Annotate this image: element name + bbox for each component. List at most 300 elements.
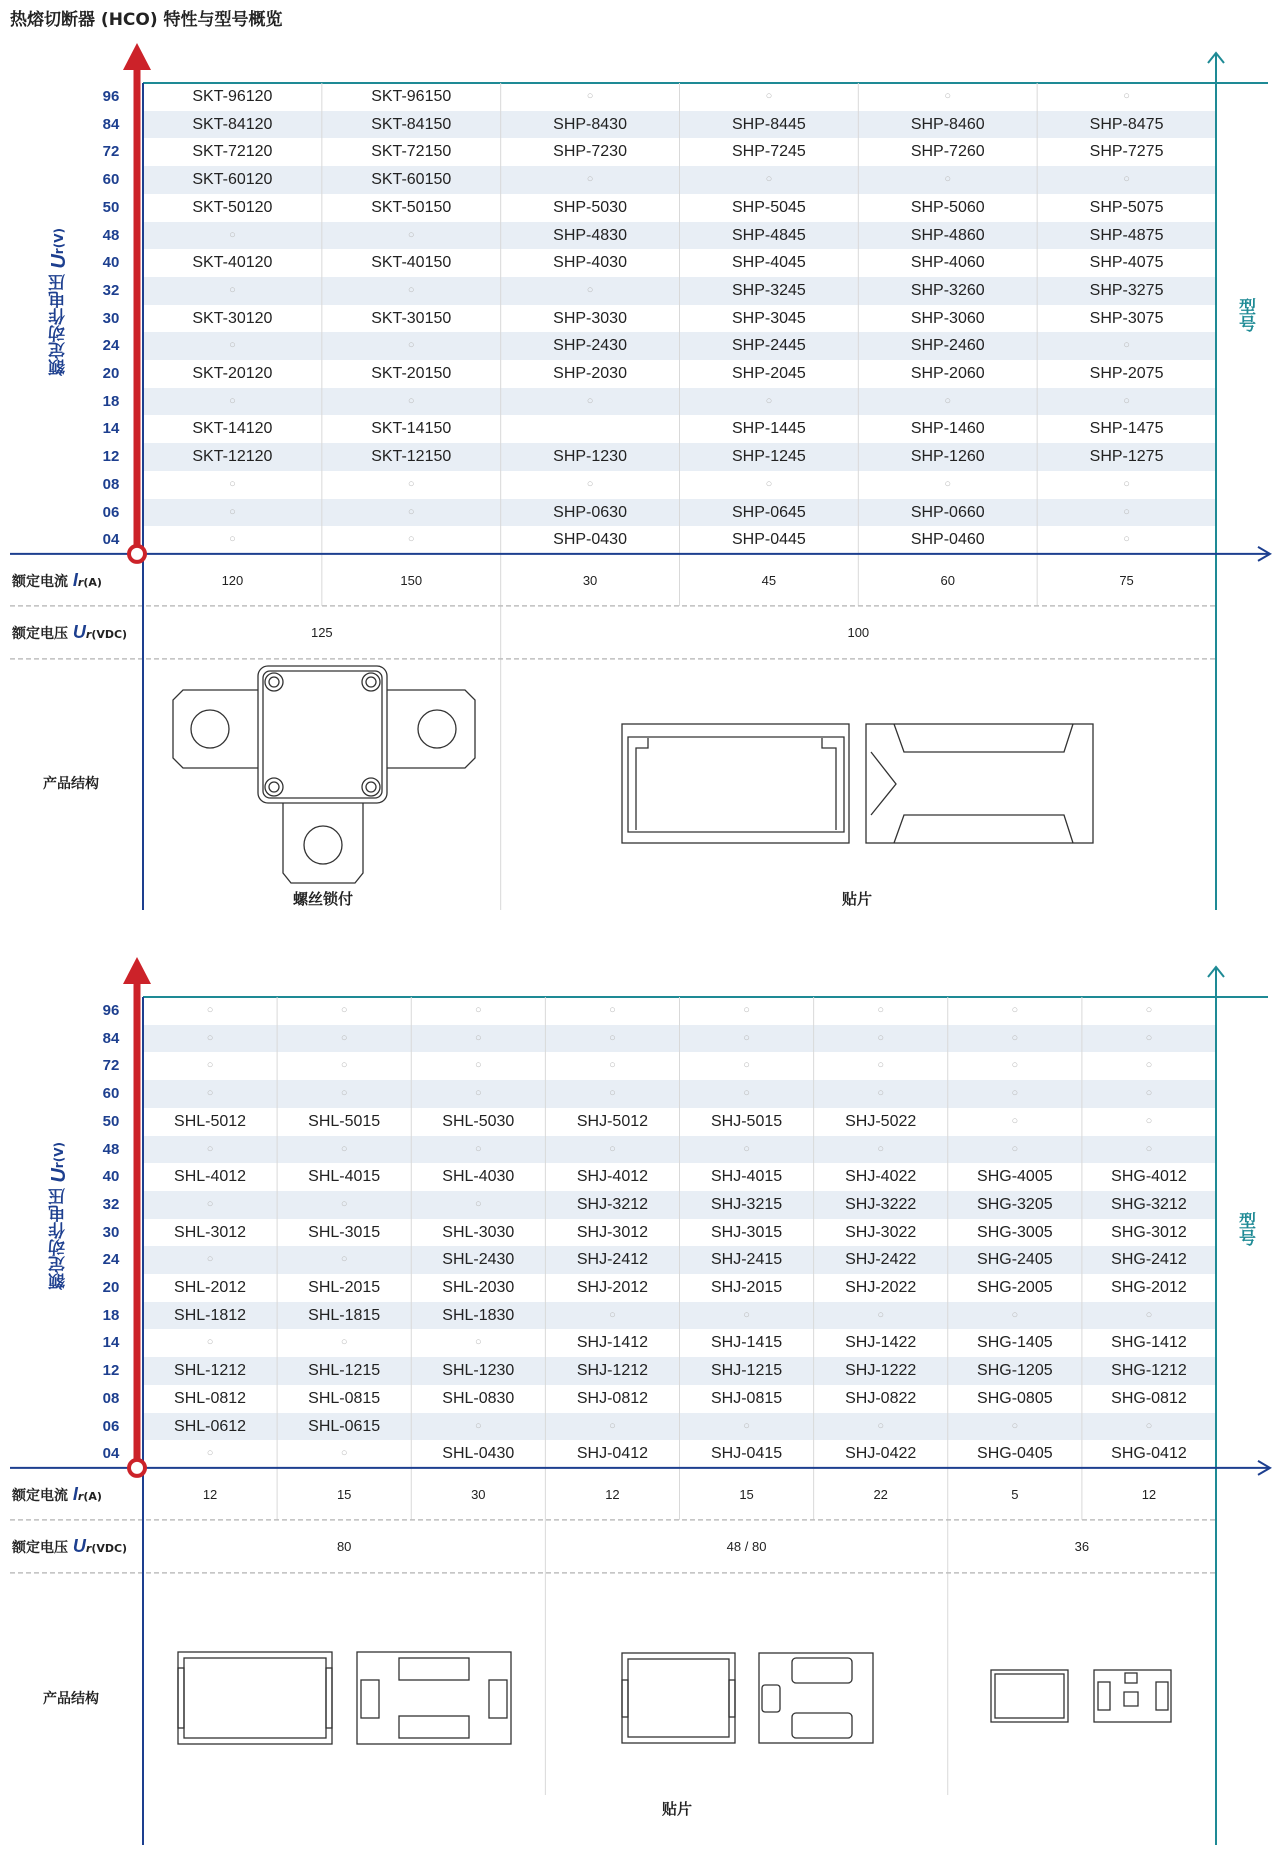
y-axis-tick-label: 20 [102, 1279, 120, 1296]
model-cell: SHP-7245 [732, 143, 806, 161]
model-cell: SHL-0812 [174, 1389, 247, 1407]
empty-cell-marker: ○ [1011, 1308, 1019, 1321]
model-cell: SHJ-0412 [576, 1445, 649, 1463]
empty-cell-marker: ○ [206, 1087, 214, 1100]
empty-cell-marker: ○ [474, 1336, 482, 1349]
rated-voltage-value: 100 [847, 624, 870, 640]
rated-voltage-value: 48 / 80 [726, 1538, 767, 1554]
empty-cell-marker: ○ [206, 1336, 214, 1349]
empty-cell-marker: ○ [743, 1308, 750, 1321]
model-cell: SHP-8460 [910, 115, 985, 133]
empty-cell-marker: ○ [206, 1447, 214, 1460]
empty-cell-marker: ○ [1145, 1059, 1153, 1072]
model-cell: SHG-1405 [977, 1334, 1053, 1352]
structure-name: 螺丝锁付 [292, 890, 353, 908]
y-axis-tick-label: 72 [102, 1057, 120, 1075]
model-cell: SHP-3275 [1089, 281, 1164, 299]
model-cell: SHP-0460 [910, 531, 985, 549]
y-axis-tick-label: 84 [102, 115, 120, 133]
empty-cell-marker: ○ [1011, 1142, 1019, 1155]
empty-cell-marker: ○ [474, 1059, 482, 1072]
model-cell: SHJ-3212 [576, 1195, 649, 1213]
empty-cell-marker: ○ [474, 1004, 482, 1016]
model-cell: SHG-4005 [977, 1168, 1053, 1186]
model-cell: SHJ-2422 [845, 1251, 917, 1269]
empty-cell-marker: ○ [229, 533, 236, 546]
empty-cell-marker: ○ [340, 1253, 348, 1266]
empty-cell-marker: ○ [1145, 1142, 1153, 1155]
model-cell: SHJ-2415 [710, 1251, 783, 1269]
model-cell: SHP-3245 [732, 281, 806, 299]
rated-current-value: 12 [1141, 1486, 1157, 1502]
model-cell: SHP-4075 [1089, 254, 1164, 272]
rated-voltage-label: 额定电压 Ur(VDC) [12, 621, 128, 642]
model-cell: SHJ-1412 [576, 1334, 649, 1352]
empty-cell-marker: ○ [229, 394, 236, 407]
model-cell: SHL-1215 [308, 1362, 381, 1380]
model-cell: SHL-0612 [174, 1417, 247, 1435]
empty-cell-marker: ○ [407, 477, 415, 490]
rated-voltage-value: 36 [1074, 1538, 1090, 1554]
model-cell: SHJ-3015 [710, 1223, 783, 1241]
model-cell: SHG-1412 [1111, 1334, 1187, 1352]
empty-cell-marker: ○ [474, 1087, 482, 1100]
rated-current-value: 120 [221, 572, 244, 588]
model-cell: SHL-0830 [442, 1389, 515, 1407]
model-cell: SHP-2060 [910, 365, 985, 382]
model-cell: SHP-7230 [553, 143, 627, 161]
empty-cell-marker: ○ [609, 1004, 616, 1016]
empty-cell-marker: ○ [407, 505, 415, 518]
model-cell: SHJ-2012 [576, 1279, 649, 1296]
model-cell: SHP-3260 [910, 281, 985, 299]
model-cell: SHJ-1415 [710, 1334, 783, 1352]
model-cell: SHJ-3222 [845, 1195, 917, 1213]
model-cell: SHL-2015 [308, 1279, 381, 1296]
model-cell: SHJ-1222 [845, 1362, 917, 1380]
model-cell: SHG-0805 [977, 1389, 1053, 1407]
model-cell: SHP-4060 [910, 254, 985, 272]
model-cell: SHP-2030 [553, 365, 627, 382]
empty-cell-marker: ○ [586, 90, 594, 102]
model-cell: SHJ-3215 [710, 1195, 783, 1213]
empty-cell-marker: ○ [877, 1087, 885, 1100]
model-cell: SHP-1445 [732, 420, 806, 438]
empty-cell-marker: ○ [743, 1142, 750, 1155]
y-axis-tick-label: 96 [102, 1002, 120, 1019]
model-cell: SKT-14120 [192, 420, 273, 438]
y-axis-tick-label: 72 [102, 143, 120, 161]
model-cell: SHP-1475 [1089, 420, 1164, 438]
model-cell: SHJ-3022 [845, 1223, 917, 1241]
model-axis-title: 型号 [1235, 298, 1255, 332]
model-cell: SKT-20150 [371, 365, 452, 382]
rated-current-value: 60 [940, 572, 955, 588]
model-cell: SHP-2445 [732, 337, 806, 355]
y-axis-title: 额定动作电压 Ur(V) [48, 228, 70, 377]
model-cell: SHP-5075 [1089, 198, 1164, 216]
empty-cell-marker: ○ [407, 533, 415, 546]
rated-voltage-value: 125 [310, 624, 333, 640]
rated-current-value: 45 [761, 572, 777, 588]
rated-current-label: 额定电流 Ir(A) [12, 1483, 102, 1504]
model-cell: SHG-1212 [1111, 1362, 1187, 1380]
model-cell: SKT-72120 [192, 143, 273, 161]
y-axis-tick-label: 60 [102, 171, 120, 189]
model-cell: SHL-0430 [442, 1445, 515, 1463]
empty-cell-marker: ○ [765, 394, 773, 407]
empty-cell-marker: ○ [609, 1059, 616, 1072]
structure-name: 贴片 [661, 1800, 692, 1818]
model-cell: SHG-2005 [977, 1279, 1053, 1296]
model-cell: SHG-2405 [977, 1251, 1053, 1269]
empty-cell-marker: ○ [206, 1197, 214, 1210]
model-cell: SHG-2412 [1111, 1251, 1187, 1269]
empty-cell-marker: ○ [1011, 1004, 1019, 1016]
model-cell: SHP-7260 [910, 143, 985, 161]
empty-cell-marker: ○ [743, 1087, 750, 1100]
model-cell: SHG-0405 [977, 1445, 1053, 1463]
y-axis-tick-label: 06 [102, 1417, 120, 1435]
empty-cell-marker: ○ [340, 1142, 348, 1155]
model-cell: SHL-5015 [308, 1112, 381, 1130]
rated-current-value: 22 [873, 1486, 888, 1502]
empty-cell-marker: ○ [877, 1031, 885, 1044]
product-structure-label: 产品结构 [43, 1691, 99, 1707]
page-title: 热熔切断器 (HCO) 特性与型号概览 [10, 10, 283, 30]
empty-cell-marker: ○ [340, 1031, 348, 1044]
empty-cell-marker: ○ [765, 173, 773, 186]
model-cell: SHL-2030 [442, 1279, 515, 1296]
empty-cell-marker: ○ [944, 173, 952, 186]
y-axis-tick-label: 08 [102, 1389, 120, 1407]
empty-cell-marker: ○ [229, 477, 236, 490]
model-cell: SKT-50150 [371, 198, 452, 216]
empty-cell-marker: ○ [609, 1087, 616, 1100]
empty-cell-marker: ○ [765, 477, 773, 490]
model-cell: SHJ-4022 [845, 1168, 917, 1186]
model-cell: SHL-5012 [174, 1112, 247, 1130]
y-axis-tick-label: 08 [102, 475, 120, 493]
empty-cell-marker: ○ [586, 173, 594, 186]
model-cell: SHP-4045 [732, 254, 806, 272]
model-cell: SHJ-0422 [845, 1445, 917, 1463]
model-cell: SHG-3012 [1111, 1223, 1187, 1241]
model-cell: SKT-50120 [192, 198, 273, 216]
model-cell: SHL-2430 [442, 1251, 515, 1269]
model-cell: SHL-0615 [308, 1417, 381, 1435]
y-axis-tick-label: 04 [102, 531, 120, 549]
model-cell: SHP-3045 [732, 309, 806, 327]
empty-cell-marker: ○ [877, 1004, 885, 1016]
empty-cell-marker: ○ [743, 1031, 750, 1044]
model-cell: SHL-1815 [308, 1306, 381, 1324]
model-cell: SKT-60150 [371, 171, 452, 189]
model-cell: SHP-5060 [910, 198, 985, 216]
rated-voltage-label: 额定电压 Ur(VDC) [12, 1535, 128, 1556]
rated-current-value: 75 [1119, 572, 1134, 588]
empty-cell-marker: ○ [743, 1004, 750, 1016]
model-cell: SHP-8475 [1089, 115, 1164, 133]
model-cell: SKT-96120 [192, 88, 273, 105]
empty-cell-marker: ○ [609, 1308, 616, 1321]
y-axis-tick-label: 18 [102, 392, 120, 410]
empty-cell-marker: ○ [765, 90, 773, 102]
empty-cell-marker: ○ [206, 1031, 214, 1044]
empty-cell-marker: ○ [1145, 1031, 1153, 1044]
model-cell: SHG-2012 [1111, 1279, 1187, 1296]
model-cell: SHP-4030 [553, 254, 627, 272]
model-cell: SKT-84150 [371, 115, 452, 133]
empty-cell-marker: ○ [340, 1197, 348, 1210]
y-axis-tick-label: 04 [102, 1445, 120, 1463]
model-cell: SHP-8430 [553, 115, 627, 133]
model-cell: SKT-40120 [192, 254, 273, 272]
empty-cell-marker: ○ [1145, 1419, 1153, 1432]
empty-cell-marker: ○ [1123, 533, 1130, 546]
y-axis-title: 额定动作电压 Ur(V) [48, 1142, 70, 1291]
model-cell: SHP-2075 [1089, 365, 1164, 382]
model-cell: SKT-40150 [371, 254, 452, 272]
model-cell: SHP-3060 [910, 309, 985, 327]
model-cell: SHJ-2022 [845, 1279, 917, 1296]
model-cell: SHL-1812 [174, 1306, 247, 1324]
empty-cell-marker: ○ [1011, 1114, 1019, 1127]
empty-cell-marker: ○ [1123, 505, 1130, 518]
model-cell: SHG-3005 [977, 1223, 1053, 1241]
model-cell: SKT-30120 [192, 309, 273, 327]
model-cell: SHP-0630 [553, 503, 627, 521]
model-cell: SHL-5030 [442, 1112, 515, 1130]
model-cell: SHL-1212 [174, 1362, 247, 1380]
model-cell: SHG-0812 [1111, 1389, 1187, 1407]
model-cell: SHP-4845 [732, 226, 806, 244]
model-cell: SHP-1245 [732, 448, 806, 466]
empty-cell-marker: ○ [877, 1059, 885, 1072]
empty-cell-marker: ○ [206, 1253, 214, 1266]
model-cell: SHP-8445 [732, 115, 806, 133]
model-cell: SHG-4012 [1111, 1168, 1187, 1186]
model-cell: SHP-1460 [910, 420, 985, 438]
empty-cell-marker: ○ [1123, 90, 1130, 102]
model-cell: SHG-3205 [977, 1195, 1053, 1213]
empty-cell-marker: ○ [944, 477, 952, 490]
model-cell: SKT-84120 [192, 115, 273, 133]
empty-cell-marker: ○ [1011, 1087, 1019, 1100]
empty-cell-marker: ○ [229, 505, 236, 518]
y-axis-tick-label: 48 [102, 226, 120, 244]
empty-cell-marker: ○ [1011, 1031, 1019, 1044]
empty-cell-marker: ○ [1145, 1087, 1153, 1100]
model-cell: SHJ-4012 [576, 1168, 649, 1186]
model-cell: SHG-1205 [977, 1362, 1053, 1380]
model-cell: SHL-1830 [442, 1306, 515, 1324]
y-axis-tick-label: 96 [102, 88, 120, 105]
empty-cell-marker: ○ [407, 394, 415, 407]
y-axis-tick-label: 24 [102, 1251, 120, 1269]
empty-cell-marker: ○ [944, 90, 952, 102]
model-cell: SHP-1230 [553, 448, 627, 466]
model-cell: SHL-0815 [308, 1389, 381, 1407]
empty-cell-marker: ○ [229, 283, 236, 296]
rated-current-value: 30 [582, 572, 598, 588]
empty-cell-marker: ○ [340, 1447, 348, 1460]
y-axis-tick-label: 30 [102, 1223, 120, 1241]
empty-cell-marker: ○ [877, 1419, 885, 1432]
model-cell: SHG-0412 [1111, 1445, 1187, 1463]
rated-current-value: 5 [1011, 1486, 1019, 1502]
model-cell: SHL-4012 [174, 1168, 247, 1186]
model-cell: SKT-30150 [371, 309, 452, 327]
empty-cell-marker: ○ [586, 394, 594, 407]
model-cell: SHJ-3012 [576, 1223, 649, 1241]
y-axis-tick-label: 14 [102, 420, 120, 438]
empty-cell-marker: ○ [944, 394, 952, 407]
model-cell: SKT-12120 [192, 448, 273, 466]
model-cell: SHJ-0822 [845, 1389, 917, 1407]
y-axis-tick-label: 18 [102, 1306, 120, 1324]
model-cell: SHP-5030 [553, 198, 627, 216]
y-axis-tick-label: 50 [102, 198, 120, 216]
y-axis-tick-label: 06 [102, 503, 120, 521]
empty-cell-marker: ○ [1011, 1419, 1019, 1432]
model-cell: SHJ-2015 [710, 1279, 783, 1296]
y-axis-tick-label: 14 [102, 1334, 120, 1352]
empty-cell-marker: ○ [340, 1004, 348, 1016]
empty-cell-marker: ○ [206, 1142, 214, 1155]
empty-cell-marker: ○ [474, 1419, 482, 1432]
empty-cell-marker: ○ [1145, 1308, 1153, 1321]
empty-cell-marker: ○ [1123, 477, 1130, 490]
rated-current-value: 30 [471, 1486, 486, 1502]
model-cell: SHJ-5022 [845, 1112, 917, 1130]
model-cell: SHP-0645 [732, 503, 806, 521]
empty-cell-marker: ○ [229, 339, 236, 352]
empty-cell-marker: ○ [340, 1059, 348, 1072]
y-axis-tick-label: 20 [102, 365, 120, 382]
model-cell: SHP-0430 [553, 531, 627, 549]
model-cell: SHJ-1215 [710, 1362, 783, 1380]
y-axis-tick-label: 40 [102, 254, 120, 272]
model-cell: SHP-1275 [1089, 448, 1164, 466]
model-cell: SHJ-0815 [710, 1389, 783, 1407]
model-cell: SHJ-1422 [845, 1334, 917, 1352]
y-axis-tick-label: 30 [102, 309, 120, 327]
empty-cell-marker: ○ [877, 1142, 885, 1155]
model-cell: SHP-1260 [910, 448, 985, 466]
y-axis-tick-label: 48 [102, 1140, 120, 1158]
model-cell: SHP-2430 [553, 337, 627, 355]
empty-cell-marker: ○ [586, 477, 594, 490]
y-axis-tick-label: 12 [102, 448, 120, 466]
model-cell: SKT-14150 [371, 420, 452, 438]
empty-cell-marker: ○ [743, 1059, 750, 1072]
model-cell: SHP-5045 [732, 198, 806, 216]
model-cell: SHG-3212 [1111, 1195, 1187, 1213]
model-cell: SHP-2045 [732, 365, 806, 382]
rated-current-label: 额定电流 Ir(A) [12, 569, 102, 590]
empty-cell-marker: ○ [340, 1336, 348, 1349]
rated-current-value: 15 [336, 1486, 352, 1502]
model-cell: SHP-4875 [1089, 226, 1164, 244]
model-cell: SKT-96150 [371, 88, 452, 105]
product-structure-label: 产品结构 [43, 776, 99, 792]
model-cell: SHP-4830 [553, 226, 627, 244]
model-cell: SHP-0660 [910, 503, 985, 521]
model-cell: SHL-2012 [174, 1279, 247, 1296]
y-axis-tick-label: 24 [102, 337, 120, 355]
model-axis-title: 型号 [1235, 1212, 1255, 1246]
model-cell: SHP-4860 [910, 226, 985, 244]
empty-cell-marker: ○ [1145, 1004, 1153, 1016]
empty-cell-marker: ○ [340, 1087, 348, 1100]
model-cell: SHJ-0415 [710, 1445, 783, 1463]
y-axis-tick-label: 60 [102, 1085, 120, 1103]
model-cell: SHP-3075 [1089, 309, 1164, 327]
empty-cell-marker: ○ [609, 1031, 616, 1044]
empty-cell-marker: ○ [586, 283, 594, 296]
empty-cell-marker: ○ [1011, 1059, 1019, 1072]
y-axis-tick-label: 12 [102, 1362, 120, 1380]
rated-current-value: 150 [400, 572, 423, 588]
model-cell: SHJ-2412 [576, 1251, 649, 1269]
empty-cell-marker: ○ [1123, 394, 1130, 407]
model-cell: SHL-1230 [442, 1362, 515, 1380]
empty-cell-marker: ○ [1145, 1114, 1153, 1127]
y-axis-tick-label: 40 [102, 1168, 120, 1186]
empty-cell-marker: ○ [743, 1419, 750, 1432]
model-cell: SHL-4015 [308, 1168, 381, 1186]
model-cell: SKT-60120 [192, 171, 273, 189]
model-cell: SKT-12150 [371, 448, 452, 466]
model-cell: SHJ-5012 [576, 1112, 649, 1130]
model-cell: SHJ-1212 [576, 1362, 649, 1380]
y-axis-tick-label: 50 [102, 1112, 120, 1130]
empty-cell-marker: ○ [877, 1308, 885, 1321]
empty-cell-marker: ○ [609, 1419, 616, 1432]
model-cell: SHL-4030 [442, 1168, 515, 1186]
empty-cell-marker: ○ [474, 1197, 482, 1210]
model-cell: SHJ-0812 [576, 1389, 649, 1407]
model-cell: SHL-3012 [174, 1223, 247, 1241]
model-cell: SKT-72150 [371, 143, 452, 161]
model-cell: SHP-3030 [553, 309, 627, 327]
model-cell: SHL-3015 [308, 1223, 381, 1241]
empty-cell-marker: ○ [407, 339, 415, 352]
empty-cell-marker: ○ [229, 228, 236, 241]
empty-cell-marker: ○ [1123, 173, 1130, 186]
model-cell: SKT-20120 [192, 365, 273, 382]
model-cell: SHP-7275 [1089, 143, 1164, 161]
y-axis-tick-label: 32 [102, 1195, 120, 1213]
empty-cell-marker: ○ [609, 1142, 616, 1155]
rated-voltage-value: 80 [336, 1538, 352, 1554]
model-cell: SHP-0445 [732, 531, 806, 549]
rated-current-value: 12 [202, 1486, 218, 1502]
empty-cell-marker: ○ [206, 1059, 214, 1072]
empty-cell-marker: ○ [474, 1142, 482, 1155]
rated-current-value: 15 [739, 1486, 754, 1502]
model-cell: SHL-3030 [442, 1223, 515, 1241]
y-axis-tick-label: 32 [102, 281, 120, 299]
model-cell: SHJ-5015 [710, 1112, 783, 1130]
empty-cell-marker: ○ [1123, 339, 1130, 352]
model-cell: SHP-2460 [910, 337, 985, 355]
model-cell: SHJ-4015 [710, 1168, 783, 1186]
empty-cell-marker: ○ [206, 1004, 214, 1016]
rated-current-value: 12 [605, 1486, 620, 1502]
empty-cell-marker: ○ [407, 228, 415, 241]
